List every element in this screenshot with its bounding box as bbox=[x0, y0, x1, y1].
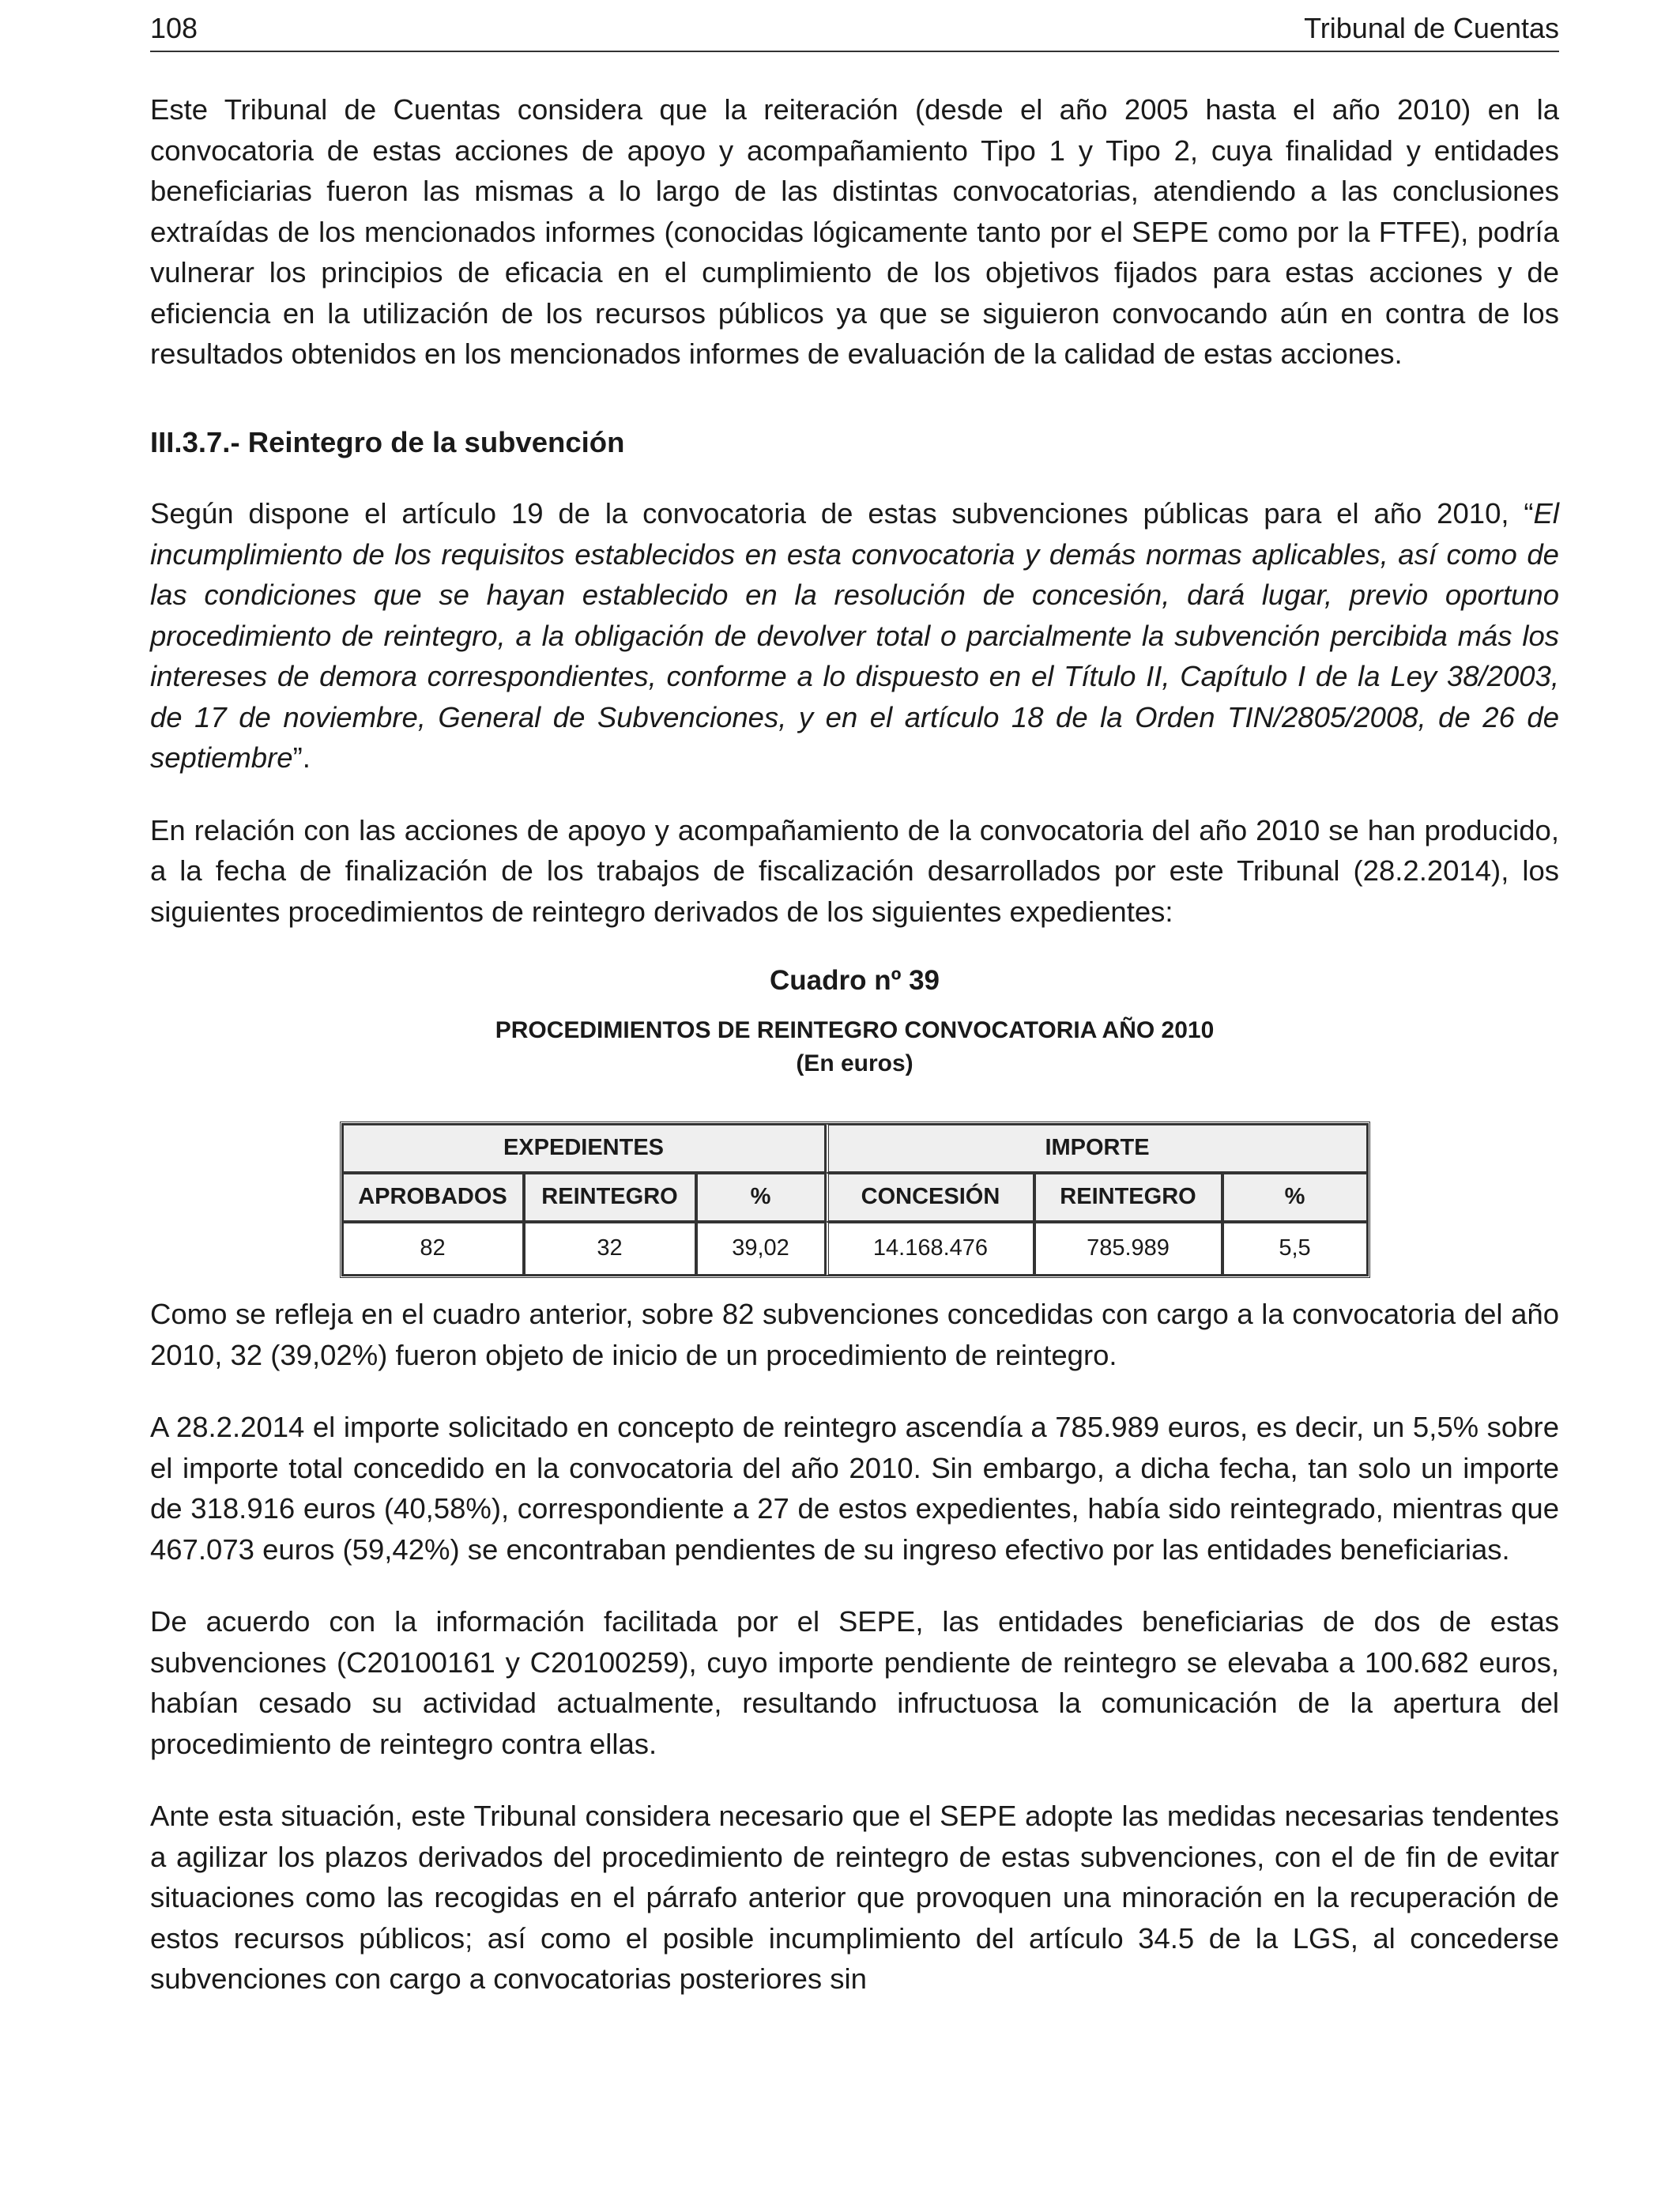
cell-concesion: 14.168.476 bbox=[826, 1222, 1034, 1276]
table-subtitle: (En euros) bbox=[796, 1050, 913, 1076]
cell-reintegro-exp: 32 bbox=[524, 1222, 696, 1276]
cell-aprobados: 82 bbox=[342, 1222, 524, 1276]
paragraph-3: En relación con las acciones de apoyo y acompañamiento de la convocatoria del año 2010 se han producido, a la fecha de finalización de los trabajos de fiscalización desarrollados por este Tribunal (28.2.2014), los siguientes procedimientos de reintegro derivados de los siguientes expedientes: bbox=[150, 813, 1559, 928]
col-header-aprobados: APROBADOS bbox=[342, 1173, 524, 1222]
reintegro-table bbox=[340, 1122, 1370, 1278]
paragraph-2-intro: Según dispone el artículo 19 de la convocatoria de estas subvenciones públicas para el año 2010, “ bbox=[150, 497, 1534, 530]
paragraph-6: De acuerdo con la información facilitada por el SEPE, las entidades beneficiarias de dos de estas subvenciones (C20100161 y C20100259), cuyo importe pendiente de reintegro se elevaba a 100.682 euros, habían cesado su actividad actualmente, resultando infructuosa la comunicación de la apertura del procedimiento de reintegro contra ellas. bbox=[150, 1605, 1559, 1760]
paragraph-4: Como se refleja en el cuadro anterior, sobre 82 subvenciones concedidas con cargo a la convocatoria del año 2010, 32 (39,02%) fueron objeto de inicio de un procedimiento de reintegro. bbox=[150, 1298, 1559, 1371]
cell-pct-exp: 39,02 bbox=[696, 1222, 826, 1276]
paragraph-5: A 28.2.2014 el importe solicitado en concepto de reintegro ascendía a 785.989 euros, es decir, un 5,5% sobre el importe total concedido en la convocatoria del año 2010. Sin embargo, a dicha fecha, tan solo un importe de 318.916 euros (40,58%), correspondiente a 27 de estos expedientes, había sido reintegrado, mientras que 467.073 euros (59,42%) se encontraban pendientes de su ingreso efectivo por las entidades beneficiarias. bbox=[150, 1411, 1559, 1566]
page-number: 108 bbox=[150, 12, 198, 44]
paragraph-7: Ante esta situación, este Tribunal considera necesario que el SEPE adopte las medidas necesarias tendentes a agilizar los plazos derivados del procedimiento de reintegro de estas subvenciones, con el de fin de evitar situaciones como las recogidas en el párrafo anterior que provoquen una minoración en la recuperación de estos recursos públicos; así como el posible incumplimiento del artículo 34.5 de la LGS, al concederse subvenciones con cargo a convocatorias posteriores sin bbox=[150, 1800, 1559, 1995]
paragraph-2 bbox=[150, 493, 1559, 778]
col-header-reintegro-imp: REINTEGRO bbox=[1034, 1173, 1222, 1222]
cell-reintegro-imp: 785.989 bbox=[1034, 1222, 1222, 1276]
col-header-pct-exp: % bbox=[696, 1173, 826, 1222]
paragraph-1: Este Tribunal de Cuentas considera que la reiteración (desde el año 2005 hasta el año 2010) en la convocatoria de estas acciones de apoyo y acompañamiento Tipo 1 y Tipo 2, cuya finalidad y entidades beneficiarias fueron las mismas a lo largo de las distintas convocatorias, atendiendo a las conclusiones extraídas de los mencionados informes (conocidas lógicamente tanto por el SEPE como por la FTFE), podría vulnerar los principios de eficacia en el cumplimiento de los objetivos fijados para estas acciones y de eficiencia en la utilización de los recursos públicos ya que se siguieron convocando aún en contra de los resultados obtenidos en los mencionados informes de evaluación de la calidad de estas acciones. bbox=[150, 93, 1559, 370]
header-title: Tribunal de Cuentas bbox=[1304, 12, 1559, 44]
section-title: III.3.7.- Reintegro de la subvención bbox=[150, 425, 625, 458]
col-header-reintegro-exp: REINTEGRO bbox=[524, 1173, 696, 1222]
group-header-importe: IMPORTE bbox=[826, 1124, 1368, 1173]
table-block bbox=[150, 963, 1559, 1278]
paragraph-2-quote: El incumplimiento de los requisitos establecidos en esta convocatoria y demás normas aplicables, así como de las condiciones que se hayan establecido en la resolución de concesión, dará lugar, previo oportuno procedimiento de reintegro, a la obligación de devolver total o parcialmente la subvención percibida más los intereses de demora correspondientes, conforme a lo dispuesto en el Título II, Capítulo I de la Ley 38/2003, de 17 de noviembre, General de Subvenciones, y en el artículo 18 de la Orden TIN/2805/2008, de 26 de septiembre bbox=[150, 497, 1559, 774]
page-header bbox=[150, 11, 1559, 52]
table-title: PROCEDIMIENTOS DE REINTEGRO CONVOCATORIA AÑO 2010 bbox=[495, 1017, 1215, 1043]
group-header-expedientes: EXPEDIENTES bbox=[342, 1124, 826, 1173]
col-header-pct-imp: % bbox=[1222, 1173, 1368, 1222]
col-header-concesion: CONCESIÓN bbox=[826, 1173, 1034, 1222]
paragraph-2-end: ”. bbox=[292, 741, 311, 774]
document-body bbox=[150, 89, 1559, 2031]
table-number: Cuadro nº 39 bbox=[769, 965, 940, 996]
cell-pct-imp: 5,5 bbox=[1222, 1222, 1368, 1276]
table-row bbox=[342, 1222, 1368, 1276]
